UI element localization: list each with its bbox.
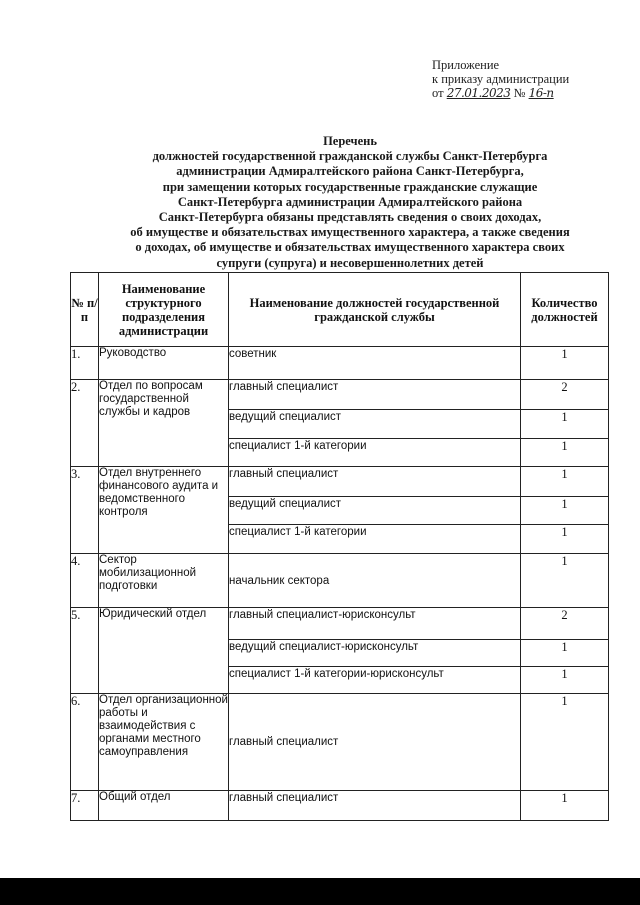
department-name: Отдел внутреннего финансового аудита и ведомственного контроля: [99, 467, 229, 554]
position-title: ведущий специалист-юрисконсульт: [229, 640, 521, 667]
position-title: специалист 1-й категории: [229, 439, 521, 467]
header-position: Наименование должностей государственной гражданской службы: [229, 273, 521, 347]
position-title: специалист 1-й категории-юрисконсульт: [229, 667, 521, 694]
position-title: главный специалист: [229, 467, 521, 497]
position-count: 1: [521, 525, 609, 554]
table-header-row: [71, 273, 609, 347]
handwritten-number: 16-п: [528, 86, 554, 100]
header-num: № п/п: [71, 273, 99, 347]
position-count: 1: [521, 694, 609, 791]
position-count: 1: [521, 640, 609, 667]
row-number: 7.: [71, 791, 99, 821]
position-title: главный специалист: [229, 694, 521, 791]
title-line-3: администрации Адмиралтейского района Санкт-Петербурга,: [176, 164, 524, 179]
department-name: Юридический отдел: [99, 608, 229, 694]
row-number: 5.: [71, 608, 99, 694]
row-number: 3.: [71, 467, 99, 554]
position-count: 1: [521, 497, 609, 525]
position-title: главный специалист: [229, 791, 521, 821]
position-count: 1: [521, 347, 609, 380]
title-line-8: о доходах, об имуществе и обязательствах имущественного характера своих: [135, 240, 565, 255]
row-number: 2.: [71, 380, 99, 467]
title-line-5: Санкт-Петербурга администрации Адмиралтейского района: [177, 194, 523, 209]
document-title: [100, 134, 600, 271]
position-count: 1: [521, 467, 609, 497]
department-name: Отдел организационной работы и взаимодействия с органами местного самоуправления: [99, 694, 229, 791]
table-row: [71, 467, 609, 497]
positions-table: [70, 272, 609, 821]
table-row: [71, 694, 609, 791]
title-line-9: супруги (супруга) и несовершеннолетних детей: [216, 255, 484, 270]
handwritten-date: 27.01.2023: [446, 86, 511, 100]
position-title: главный специалист-юрисконсульт: [229, 608, 521, 640]
title-line-4: при замещении которых государственные гражданские служащие: [162, 179, 538, 194]
table-row: [71, 380, 609, 410]
row-number: 4.: [71, 554, 99, 608]
position-title: советник: [229, 347, 521, 380]
title-line-6: Санкт-Петербурга обязаны представлять сведения о своих доходах,: [158, 210, 542, 225]
table-row: [71, 608, 609, 640]
department-name: Руководство: [99, 347, 229, 380]
appendix-from-label: от: [432, 86, 444, 100]
table-row: [71, 791, 609, 821]
table-row: [71, 554, 609, 608]
appendix-block: [432, 58, 632, 100]
appendix-line-1: Приложение: [432, 58, 500, 72]
department-name: Отдел по вопросам государственной службы и кадров: [99, 380, 229, 467]
position-count: 1: [521, 791, 609, 821]
table-row: [71, 347, 609, 380]
department-name: Общий отдел: [99, 791, 229, 821]
position-count: 2: [521, 608, 609, 640]
position-title: главный специалист: [229, 380, 521, 410]
position-count: 1: [521, 667, 609, 694]
position-count: 1: [521, 554, 609, 608]
appendix-number-label: №: [513, 86, 526, 100]
position-count: 2: [521, 380, 609, 410]
appendix-line-2: к приказу администрации: [432, 72, 570, 86]
row-number: 6.: [71, 694, 99, 791]
appendix-line-3: [432, 86, 632, 100]
position-count: 1: [521, 410, 609, 439]
title-line-7: об имуществе и обязательствах имущественного характера, а также сведения: [130, 225, 570, 240]
position-count: 1: [521, 439, 609, 467]
position-title: начальник сектора: [229, 554, 521, 608]
department-name: Сектор мобилизационной подготовки: [99, 554, 229, 608]
header-qty: Количество должностей: [521, 273, 609, 347]
position-title: специалист 1-й категории: [229, 525, 521, 554]
title-line-2: должностей государственной гражданской службы Санкт-Петербурга: [152, 149, 548, 164]
position-title: ведущий специалист: [229, 497, 521, 525]
header-dept: Наименование структурного подразделения администрации: [99, 273, 229, 347]
row-number: 1.: [71, 347, 99, 380]
position-title: ведущий специалист: [229, 410, 521, 439]
scan-edge-bar: [0, 878, 640, 905]
title-line-1: Перечень: [323, 134, 377, 148]
